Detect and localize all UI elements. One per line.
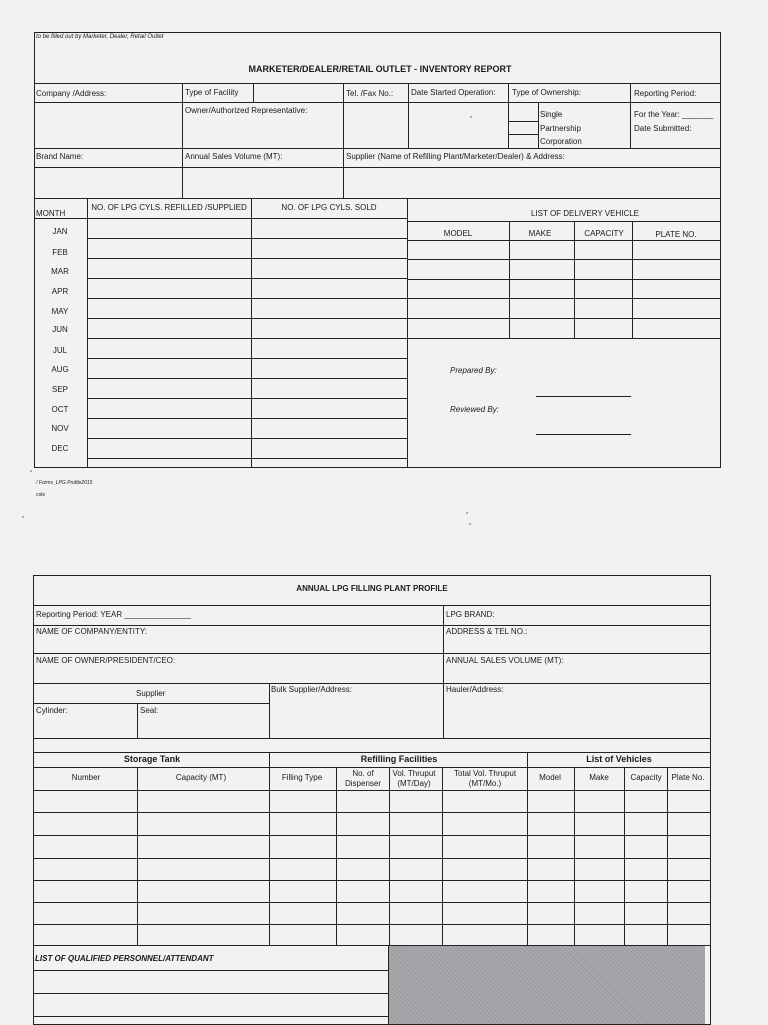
month-label: OCT bbox=[51, 405, 69, 414]
form-footer-note: cole bbox=[36, 492, 46, 498]
date-started-label: Date Started Operation: bbox=[411, 88, 496, 97]
month-label: JAN bbox=[52, 227, 68, 236]
delivery-col-capacity: CAPACITY bbox=[584, 229, 624, 238]
address-tel-label: ADDRESS & TEL NO.: bbox=[446, 627, 528, 636]
form2-title: ANNUAL LPG FILLING PLANT PROFILE bbox=[296, 584, 448, 593]
owner-rep-label: Owner/Authorized Representative: bbox=[185, 106, 308, 115]
vehicle-col-model: Model bbox=[539, 773, 561, 782]
refill-col-dispenser: No. of Dispenser bbox=[344, 769, 382, 789]
vehicle-col-capacity: Capacity bbox=[630, 773, 662, 782]
storage-col-number: Number bbox=[71, 773, 101, 782]
month-label: AUG bbox=[51, 365, 69, 374]
shaded-area bbox=[389, 946, 705, 1024]
month-label: FEB bbox=[52, 248, 68, 257]
vehicle-col-plate: Plate No. bbox=[671, 773, 705, 782]
month-label: JUN bbox=[52, 325, 68, 334]
reporting-year-label: Reporting Period: YEAR _______________ bbox=[36, 610, 192, 619]
delivery-col-make: MAKE bbox=[528, 229, 552, 238]
month-label: SEP bbox=[51, 385, 69, 394]
ownership-option-corporation: Corporation bbox=[540, 137, 582, 146]
month-label: MAR bbox=[51, 267, 69, 276]
month-label: DEC bbox=[51, 444, 69, 453]
storage-tank-title: Storage Tank bbox=[123, 754, 181, 764]
sold-column-header: NO. OF LPG CYLS. SOLD bbox=[281, 203, 377, 212]
supplier-label: Supplier (Name of Refilling Plant/Marketer/Dealer) & Address: bbox=[346, 152, 565, 161]
prepared-by-label: Prepared By: bbox=[450, 366, 497, 375]
storage-col-capacity: Capacity (MT) bbox=[175, 773, 227, 782]
refill-col-vol-thruput: Vol. Thruput (MT/Day) bbox=[392, 769, 436, 789]
bulk-supplier-label: Bulk Supplier/Address: bbox=[271, 685, 352, 694]
delivery-vehicle-title: LIST OF DELIVERY VEHICLE bbox=[530, 209, 640, 218]
seal-label: Seal: bbox=[140, 706, 159, 715]
month-label: JUL bbox=[52, 346, 68, 355]
delivery-col-plate: PLATE NO. bbox=[655, 230, 697, 239]
type-of-facility-label: Type of Facility bbox=[185, 88, 239, 97]
refill-col-total-thruput: Total Vol. Thruput (MT/Mo.) bbox=[453, 769, 517, 789]
hauler-label: Hauler/Address: bbox=[446, 685, 504, 694]
vehicle-col-make: Make bbox=[589, 773, 609, 782]
annual-sales-volume-label: ANNUAL SALES VOLUME (MT): bbox=[446, 656, 564, 665]
owner-president-label: NAME OF OWNER/PRESIDENT/CEO: bbox=[36, 656, 176, 665]
for-the-year-label: For the Year: _______ bbox=[634, 110, 714, 119]
lpg-brand-label: LPG BRAND: bbox=[446, 610, 495, 619]
refill-col-filling-type: Filling Type bbox=[281, 773, 323, 782]
form-footer-code: / Forms_LPG Profile2015 bbox=[36, 480, 93, 486]
company-address-label: Company /Address: bbox=[36, 89, 107, 98]
ownership-option-partnership: Partnership bbox=[540, 124, 581, 133]
personnel-list-title: LIST OF QUALIFIED PERSONNEL/ATTENDANT bbox=[35, 954, 214, 963]
month-label: APR bbox=[51, 287, 69, 296]
type-of-ownership-label: Type of Ownership: bbox=[512, 88, 581, 97]
ownership-option-single: Single bbox=[540, 110, 563, 119]
month-label: MAY bbox=[51, 307, 69, 316]
cylinder-label: Cylinder: bbox=[36, 706, 68, 715]
month-column-header: MONTH bbox=[36, 209, 66, 218]
brand-name-label: Brand Name: bbox=[36, 152, 84, 161]
company-entity-label: NAME OF COMPANY/ENTITY: bbox=[36, 627, 147, 636]
date-submitted-label: Date Submitted: bbox=[634, 124, 692, 133]
refilled-column-header: NO. OF LPG CYLS. REFILLED /SUPPLIED bbox=[91, 203, 247, 212]
reviewed-by-label: Reviewed By: bbox=[450, 405, 499, 414]
form-note: to be filled out by Marketer, Dealer, Retail Outlet bbox=[36, 34, 164, 40]
delivery-col-model: MODEL bbox=[443, 229, 473, 238]
refilling-facilities-title: Refilling Facilities bbox=[360, 754, 438, 764]
tel-fax-label: Tel. /Fax No.: bbox=[346, 89, 394, 98]
list-of-vehicles-title: List of Vehicles bbox=[586, 754, 652, 764]
reporting-period-label: Reporting Period: bbox=[634, 89, 697, 98]
form1-title: MARKETER/DEALER/RETAIL OUTLET - INVENTORY REPORT bbox=[248, 64, 512, 74]
supplier-label: Supplier bbox=[136, 689, 166, 698]
month-label: NOV bbox=[51, 424, 69, 433]
annual-sales-label: Annual Sales Volume (MT): bbox=[185, 152, 283, 161]
